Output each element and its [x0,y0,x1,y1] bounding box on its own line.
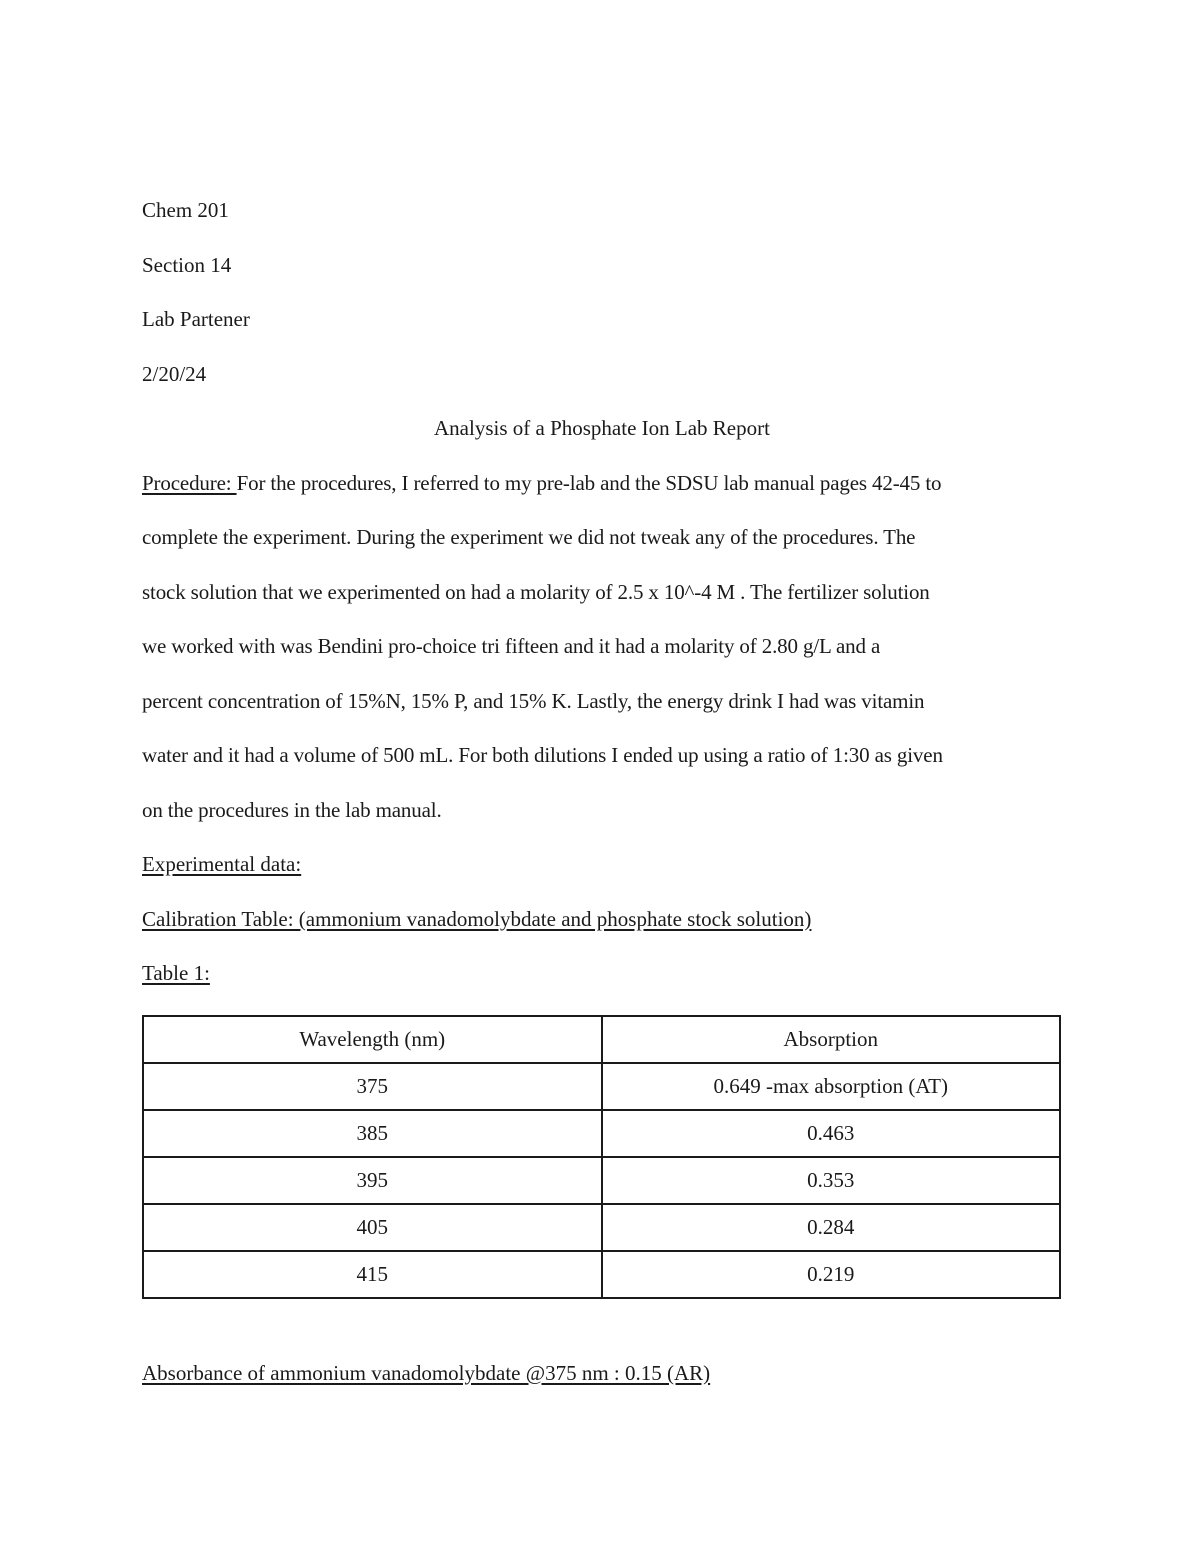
procedure-line: stock solution that we experimented on had a molarity of 2.5 x 10^-4 M . The fertilizer solution [142,579,930,604]
table-cell: 0.463 [602,1110,1061,1157]
procedure-text: For the procedures, I referred to my pre-lab and the SDSU lab manual pages 42-45 to [236,470,942,495]
absorbance-note: Absorbance of ammonium vanadomolybdate @375 nm : 0.15 (AR) [142,1360,711,1385]
procedure-line: on the procedures in the lab manual. [142,797,442,822]
table-label: Table 1: [142,961,210,985]
table-header-cell: Absorption [602,1016,1061,1063]
table-cell: 0.353 [602,1157,1061,1204]
experimental-heading: Experimental data: [142,852,302,876]
procedure-line: water and it had a volume of 500 mL. For both dilutions I ended up using a ratio of 1:30 as given [142,743,943,767]
calibration-heading: Calibration Table: (ammonium vanadomolybdate and phosphate stock solution) [142,906,812,931]
calibration-table [142,1015,1061,1299]
table-cell: 0.649 -max absorption (AT) [602,1063,1061,1110]
procedure-paragraph [142,461,1062,843]
procedure-line: we worked with was Bendini pro-choice tri fifteen and it had a molarity of 2.80 g/L and a [142,634,881,658]
table-header-row [143,1016,1060,1063]
procedure-line: complete the experiment. During the experiment we did not tweak any of the procedures. The [142,525,916,549]
table-cell: 0.219 [602,1251,1061,1298]
calibration-heading-line [142,897,1062,952]
table-label-line [142,951,1062,1006]
report-title: Analysis of a Phosphate Ion Lab Report [434,416,770,440]
table-cell: 415 [143,1251,602,1298]
absorbance-note-line [142,1351,1062,1406]
procedure-label: Procedure: [142,470,237,495]
experimental-heading-line [142,842,1062,897]
section-line: Section 14 [142,252,232,277]
table-row [143,1157,1060,1204]
procedure-line [142,461,1062,516]
table-row [143,1063,1060,1110]
table-cell: 395 [143,1157,602,1204]
table-cell: 405 [143,1204,602,1251]
table-cell: 375 [143,1063,602,1110]
procedure-line: percent concentration of 15%N, 15% P, and 15% K. Lastly, the energy drink I had was vitamin [142,688,925,713]
document-page [142,188,1062,1405]
table-cell: 385 [143,1110,602,1157]
table-header-cell: Wavelength (nm) [143,1016,602,1063]
date-line: 2/20/24 [142,361,207,386]
course-line: Chem 201 [142,198,229,222]
table-row [143,1110,1060,1157]
table-cell: 0.284 [602,1204,1061,1251]
partner-line: Lab Partener [142,307,250,331]
table-row [143,1251,1060,1298]
table-row [143,1204,1060,1251]
